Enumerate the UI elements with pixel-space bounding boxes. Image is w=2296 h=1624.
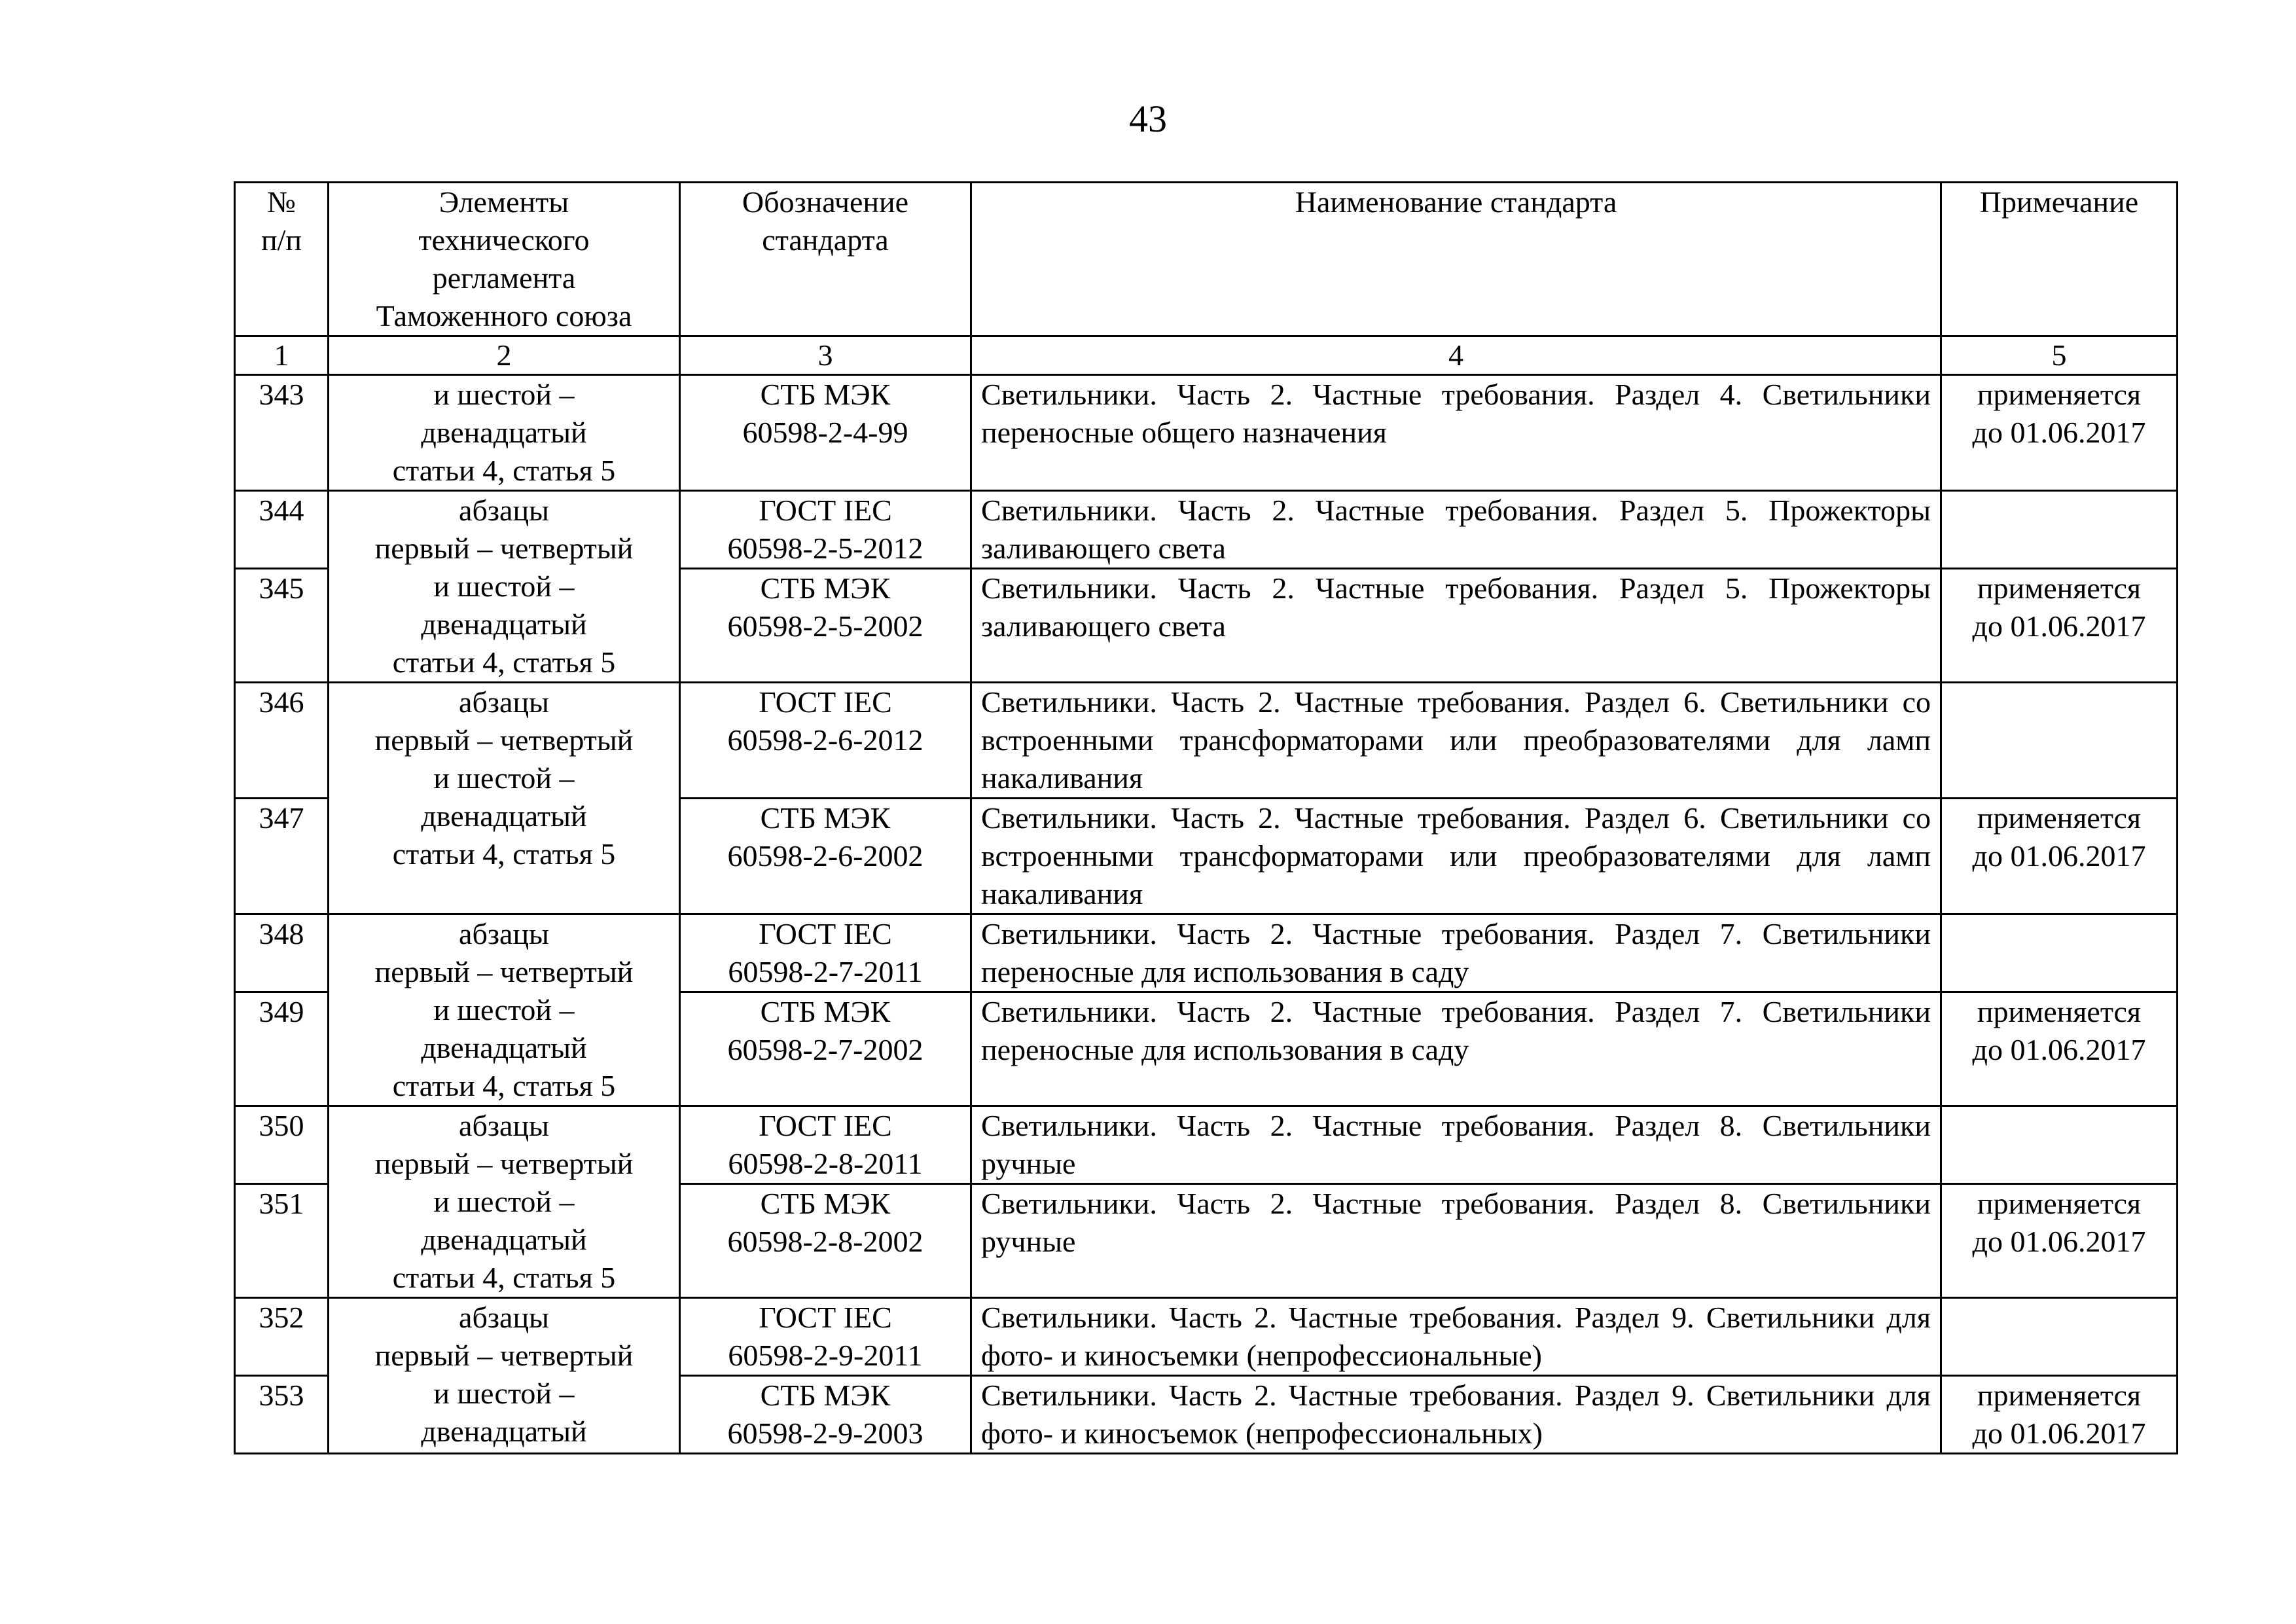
standard-name: Светильники. Часть 2. Частные требования. Раздел 6. Светильники со встроенными трансформаторами или преобразователями для ламп накаливания [971, 683, 1941, 799]
header-elements: Элементы технического регламента Таможенного союза [329, 183, 680, 336]
standard-name: Светильники. Часть 2. Частные требования. Раздел 5. Прожекторы заливающего света [971, 491, 1941, 569]
row-number: 349 [235, 992, 329, 1106]
header-number: № п/п [235, 183, 329, 336]
standard-designation: СТБ МЭК 60598-2-5-2002 [680, 569, 971, 683]
table-row [235, 1298, 2178, 1376]
standard-note: применяется до 01.06.2017 [1941, 1184, 2178, 1298]
tr-elements-cell: абзацы первый – четвертый и шестой – двенадцатый статьи 4, статья 5 [329, 1106, 680, 1298]
row-number: 347 [235, 799, 329, 914]
standard-note [1941, 914, 2178, 992]
row-number: 343 [235, 375, 329, 491]
standard-note: применяется до 01.06.2017 [1941, 1376, 2178, 1454]
standard-designation: ГОСТ IEC 60598-2-5-2012 [680, 491, 971, 569]
row-number: 344 [235, 491, 329, 569]
table-row [235, 375, 2178, 491]
tr-elements-cell: абзацы первый – четвертый и шестой – двенадцатый статьи 4, статья 5 [329, 491, 680, 683]
page-number: 43 [1129, 98, 1167, 140]
standard-name: Светильники. Часть 2. Частные требования. Раздел 8. Светильники ручные [971, 1184, 1941, 1298]
table-row [235, 914, 2178, 992]
column-numbers-row [235, 336, 2178, 375]
standard-designation: СТБ МЭК 60598-2-7-2002 [680, 992, 971, 1106]
standard-note: применяется до 01.06.2017 [1941, 799, 2178, 914]
standard-note: применяется до 01.06.2017 [1941, 569, 2178, 683]
standard-designation: ГОСТ IEC 60598-2-8-2011 [680, 1106, 971, 1184]
standard-name: Светильники. Часть 2. Частные требования. Раздел 7. Светильники переносные для использования в саду [971, 914, 1941, 992]
row-number: 351 [235, 1184, 329, 1298]
tr-elements-cell: абзацы первый – четвертый и шестой – двенадцатый [329, 1298, 680, 1454]
standard-name: Светильники. Часть 2. Частные требования. Раздел 9. Светильники для фото- и киносъемки (непрофессиональные) [971, 1298, 1941, 1376]
standard-note [1941, 683, 2178, 799]
column-number: 2 [329, 336, 680, 375]
standard-note [1941, 1298, 2178, 1376]
standard-designation: СТБ МЭК 60598-2-6-2002 [680, 799, 971, 914]
tr-elements-cell: абзацы первый – четвертый и шестой – двенадцатый статьи 4, статья 5 [329, 914, 680, 1106]
column-number: 5 [1941, 336, 2178, 375]
standard-note: применяется до 01.06.2017 [1941, 375, 2178, 491]
standard-designation: ГОСТ IEC 60598-2-7-2011 [680, 914, 971, 992]
standard-name: Светильники. Часть 2. Частные требования. Раздел 9. Светильники для фото- и киносъемок (непрофессиональных) [971, 1376, 1941, 1454]
tr-elements-cell: и шестой – двенадцатый статьи 4, статья 5 [329, 375, 680, 491]
standard-note: применяется до 01.06.2017 [1941, 992, 2178, 1106]
standard-name: Светильники. Часть 2. Частные требования. Раздел 6. Светильники со встроенными трансформаторами или преобразователями для ламп накаливания [971, 799, 1941, 914]
standard-designation: ГОСТ IEC 60598-2-6-2012 [680, 683, 971, 799]
column-number: 1 [235, 336, 329, 375]
row-number: 350 [235, 1106, 329, 1184]
table-row [235, 683, 2178, 799]
row-number: 345 [235, 569, 329, 683]
table-header-row [235, 183, 2178, 336]
standard-name: Светильники. Часть 2. Частные требования. Раздел 8. Светильники ручные [971, 1106, 1941, 1184]
standards-table [234, 181, 2178, 1454]
header-standard-name: Наименование стандарта [971, 183, 1941, 336]
standard-name: Светильники. Часть 2. Частные требования. Раздел 4. Светильники переносные общего назначения [971, 375, 1941, 491]
standard-note [1941, 491, 2178, 569]
header-designation: Обозначение стандарта [680, 183, 971, 336]
table-row [235, 1106, 2178, 1184]
header-note: Примечание [1941, 183, 2178, 336]
standard-note [1941, 1106, 2178, 1184]
standard-designation: СТБ МЭК 60598-2-9-2003 [680, 1376, 971, 1454]
column-number: 3 [680, 336, 971, 375]
standard-designation: СТБ МЭК 60598-2-4-99 [680, 375, 971, 491]
standard-name: Светильники. Часть 2. Частные требования. Раздел 5. Прожекторы заливающего света [971, 569, 1941, 683]
row-number: 352 [235, 1298, 329, 1376]
standard-designation: ГОСТ IEC 60598-2-9-2011 [680, 1298, 971, 1376]
row-number: 346 [235, 683, 329, 799]
column-number: 4 [971, 336, 1941, 375]
tr-elements-cell: абзацы первый – четвертый и шестой – двенадцатый статьи 4, статья 5 [329, 683, 680, 914]
row-number: 353 [235, 1376, 329, 1454]
standard-designation: СТБ МЭК 60598-2-8-2002 [680, 1184, 971, 1298]
standard-name: Светильники. Часть 2. Частные требования. Раздел 7. Светильники переносные для использования в саду [971, 992, 1941, 1106]
table-row [235, 491, 2178, 569]
row-number: 348 [235, 914, 329, 992]
